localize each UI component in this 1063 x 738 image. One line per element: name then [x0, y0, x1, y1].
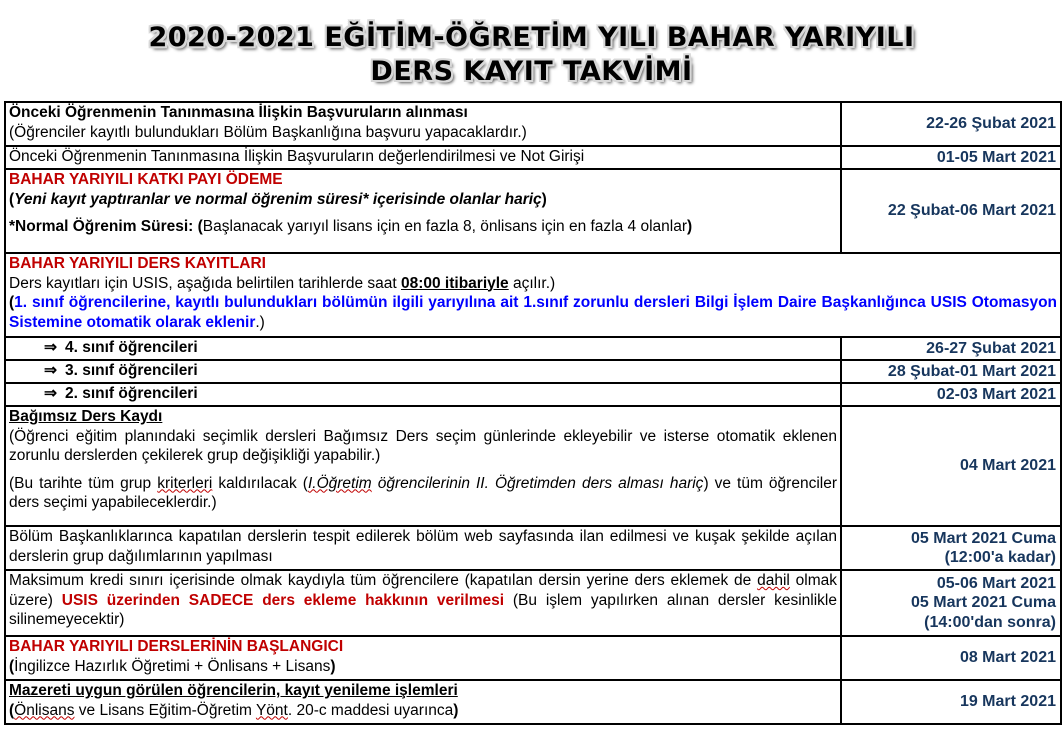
row-description [5, 253, 1061, 337]
note-text: . 20-c maddesi uyarınca [287, 701, 454, 719]
table-row [5, 253, 1061, 337]
row-description [5, 680, 841, 724]
row-text: olmak üzere) [9, 572, 837, 609]
note-text: Başlanacak yarıyıl lisans için en fazla 8, önlisans için en fazla 4 olanlar [202, 218, 687, 235]
row-description [5, 636, 841, 680]
row-date: 28 Şubat-01 Mart 2021 [841, 360, 1061, 383]
schedule-table [4, 101, 1062, 725]
paren-close: ) [687, 218, 693, 235]
row-date [841, 570, 1061, 636]
para-text: I.Öğretim [307, 474, 372, 492]
row-title: BAHAR YARIYILI KATKI PAYI ÖDEME [9, 171, 283, 188]
para-text: ) ve tüm öğrenciler ders seçimi yapabileceklerdir.) [9, 474, 837, 511]
page-subtitle: DERS KAYIT TAKVİMİ [370, 56, 693, 87]
row-text-red: USIS üzerinden SADECE ders ekleme hakkının verilmesi [61, 591, 505, 609]
subtitle-text: Yeni kayıt yaptıranlar ve normal öğrenim süresi* içerisinde olanlar hariç [14, 190, 542, 208]
row-line [9, 274, 1057, 294]
table-row [5, 383, 1061, 406]
date-line: (14:00'dan sonra) [924, 613, 1056, 631]
paren-open: ( [9, 657, 15, 675]
row-date: 26-27 Şubat 2021 [841, 337, 1061, 360]
row-description [5, 570, 841, 636]
row-note: (Öğrenciler kayıtlı bulundukları Bölüm Başkanlığına başvuru yapacaklardır.) [9, 123, 527, 141]
row-date: 04 Mart 2021 [841, 406, 1061, 526]
line-blue: 1. sınıf öğrencilerine, kayıtlı bulundukları bölümün ilgili yarıyılına ait 1.sınıf zorunlu dersleri Bilgi İşlem Daire Başkanlığınca USIS Otomasyon Sistemine otomatik olarak eklenir [9, 294, 1057, 331]
row-title: BAHAR YARIYILI DERSLERİNİN BAŞLANGICI [9, 638, 344, 655]
paren-close: .) [255, 313, 265, 331]
row-text: 2. sınıf öğrencileri [65, 385, 198, 402]
row-description [5, 102, 841, 146]
paren-close: ) [453, 701, 459, 719]
table-row [5, 526, 1061, 570]
row-description [5, 360, 841, 383]
line-time: 08:00 itibariyle [400, 274, 509, 292]
table-row [5, 102, 1061, 146]
note-text: Önlisans [14, 701, 75, 719]
table-row [5, 146, 1061, 169]
arrow-icon: ⇒ [44, 362, 57, 379]
row-line [9, 293, 1057, 332]
para-text: kriterleri [157, 474, 213, 492]
paren-open: ( [9, 294, 15, 311]
row-description [5, 383, 841, 406]
row-title: Mazereti uygun görülen öğrencilerin, kayıt yenileme işlemleri [9, 682, 458, 699]
paren-open: ( [9, 701, 15, 719]
row-title: BAHAR YARIYILI DERS KAYITLARI [9, 255, 266, 272]
table-row [5, 570, 1061, 636]
table-row [5, 680, 1061, 724]
row-date: 01-05 Mart 2021 [841, 146, 1061, 169]
arrow-icon: ⇒ [44, 339, 57, 356]
row-description [5, 169, 841, 253]
para-text: kaldırılacak ( [212, 474, 308, 492]
row-date: 02-03 Mart 2021 [841, 383, 1061, 406]
row-date: 22 Şubat-06 Mart 2021 [841, 169, 1061, 253]
paren-close: ) [330, 657, 336, 675]
line-text: açılır.) [508, 274, 556, 292]
row-text: 3. sınıf öğrencileri [65, 362, 198, 379]
date-line: (12:00'a kadar) [944, 549, 1056, 566]
row-description: Önceki Öğrenmenin Tanınmasına İlişkin Başvuruların değerlendirilmesi ve Not Girişi [5, 146, 841, 169]
row-description: Bölüm Başkanlıklarınca kapatılan derslerin tespit edilerek bölüm web sayfasında ilan edilmesi ve kuşak şekilde açılan derslerin grup dağılımlarının yapılması [5, 526, 841, 570]
arrow-icon: ⇒ [44, 385, 57, 402]
date-line: 05-06 Mart 2021 [936, 574, 1056, 592]
row-title: Bağımsız Ders Kaydı [9, 408, 163, 425]
page-title: 2020-2021 EĞİTİM-ÖĞRETİM YILI BAHAR YARIYILI [148, 22, 915, 53]
note-text: Yönt [255, 701, 288, 719]
row-date: 08 Mart 2021 [841, 636, 1061, 680]
row-description [5, 337, 841, 360]
row-text: dahil [757, 572, 790, 589]
row-date [841, 526, 1061, 570]
row-title: Önceki Öğrenmenin Tanınmasına İlişkin Başvuruların alınması [9, 104, 468, 121]
paren-open: ( [9, 190, 15, 208]
note-text: İngilizce Hazırlık Öğretimi + Önlisans + Lisans [14, 657, 331, 675]
row-date: 19 Mart 2021 [841, 680, 1061, 724]
row-text: Maksimum kredi sınırı içerisinde olmak kaydıyla tüm öğrencilere (kapatılan dersin yerine ders eklemek de [9, 572, 758, 589]
row-paragraph: (Öğrenci eğitim planındaki seçimlik dersleri Bağımsız Ders seçim günlerinde ekleyebilir ve isterse otomatik eklenen zorunlu derslerden çekilerek grup değişikliği yapabilir.) [9, 427, 837, 464]
note-text: ve Lisans Eğitim-Öğretim [74, 701, 256, 719]
row-subtitle [9, 190, 837, 210]
table-row [5, 360, 1061, 383]
row-note [9, 217, 837, 237]
table-row [5, 169, 1061, 253]
row-note [9, 657, 837, 677]
paren-close: ) [541, 190, 547, 208]
row-note [9, 701, 837, 721]
para-text: (Bu tarihte tüm grup [9, 474, 158, 492]
line-text: Ders kayıtları için USIS, aşağıda belirtilen tarihlerde saat [9, 274, 401, 292]
row-description [5, 406, 841, 526]
table-row [5, 636, 1061, 680]
row-paragraph [9, 474, 837, 513]
row-date: 22-26 Şubat 2021 [841, 102, 1061, 146]
row-text: (Bu işlem yapılırken alınan dersler kesinlikle silinemeyecektir) [9, 591, 837, 628]
para-text: öğrencilerinin II. Öğretimden ders alması hariç [371, 474, 704, 492]
table-row [5, 406, 1061, 526]
date-line: 05 Mart 2021 Cuma [911, 529, 1056, 547]
table-row [5, 337, 1061, 360]
date-line: 05 Mart 2021 Cuma [911, 594, 1056, 612]
row-text: 4. sınıf öğrencileri [65, 339, 198, 356]
note-label: *Normal Öğrenim Süresi: ( [9, 218, 203, 235]
